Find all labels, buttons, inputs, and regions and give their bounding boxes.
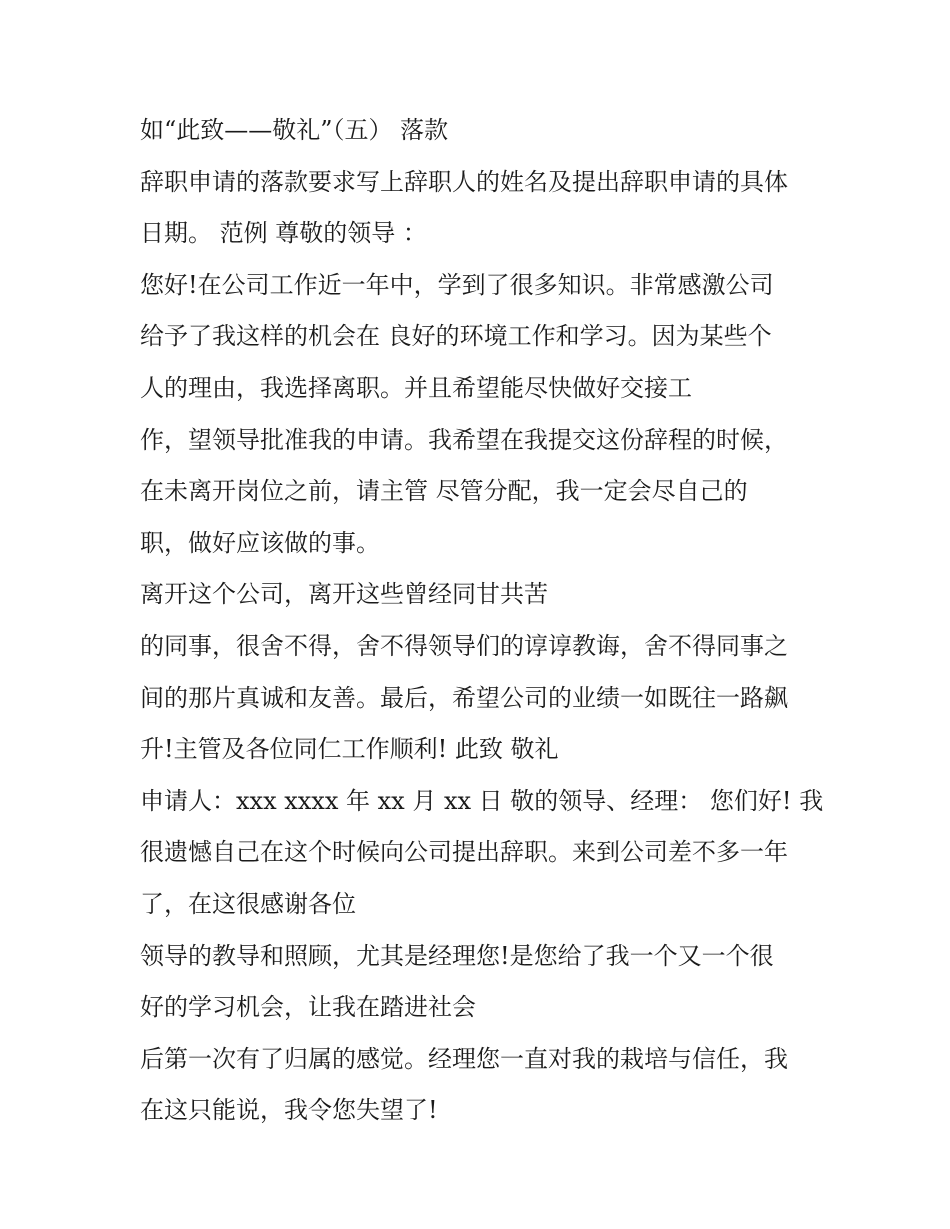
text-line: 您好!在公司工作近一年中，学到了很多知识。非常感激公司 — [140, 270, 774, 299]
text-line: 领导的教导和照顾，尤其是经理您!是您给了我一个又一个很 — [140, 941, 774, 970]
text-line: 辞职申请的落款要求写上辞职人的姓名及提出辞职申请的具体 — [140, 167, 788, 196]
text-line: 职，做好应该做的事。 — [140, 528, 380, 557]
text-line: 升!主管及各位同仁工作顺利! 此致 敬礼 — [140, 735, 559, 764]
text-line: 好的学习机会，让我在踏进社会 — [140, 993, 476, 1022]
text-line: 间的那片真诚和友善。最后，希望公司的业绩一如既往一路飙 — [140, 683, 788, 712]
text-line: 离开这个公司，离开这些曾经同甘共苦 — [140, 580, 548, 609]
text-line: 了，在这很感谢各位 — [140, 889, 356, 918]
text-line: 作，望领导批准我的申请。我希望在我提交这份辞程的时候， — [140, 425, 788, 454]
text-line: 人的理由，我选择离职。并且希望能尽快做好交接工 — [140, 373, 692, 402]
text-line: 在这只能说，我令您失望了! — [140, 1096, 438, 1125]
text-line: 如“此致——敬礼”（五） 落款 — [140, 116, 449, 144]
text-line: 的同事，很舍不得，舍不得领导们的谆谆教诲，舍不得同事之 — [140, 631, 788, 660]
text-line: 很遗憾自己在这个时候向公司提出辞职。来到公司差不多一年 — [140, 838, 788, 867]
text-line: 在未离开岗位之前，请主管 尽管分配，我一定会尽自己的 — [140, 477, 748, 506]
text-line: 后第一次有了归属的感觉。经理您一直对我的栽培与信任，我 — [140, 1044, 788, 1073]
text-line: 日期。 范例 尊敬的领导 ： — [140, 219, 427, 248]
text-line: 给予了我这样的机会在 良好的环境工作和学习。因为某些个 — [140, 322, 772, 351]
body-text — [140, 108, 830, 1140]
text-line: 申请人：xxx xxxx 年 xx 月 xx 日 敬的领导、经理： 您们好! 我 — [140, 786, 824, 815]
